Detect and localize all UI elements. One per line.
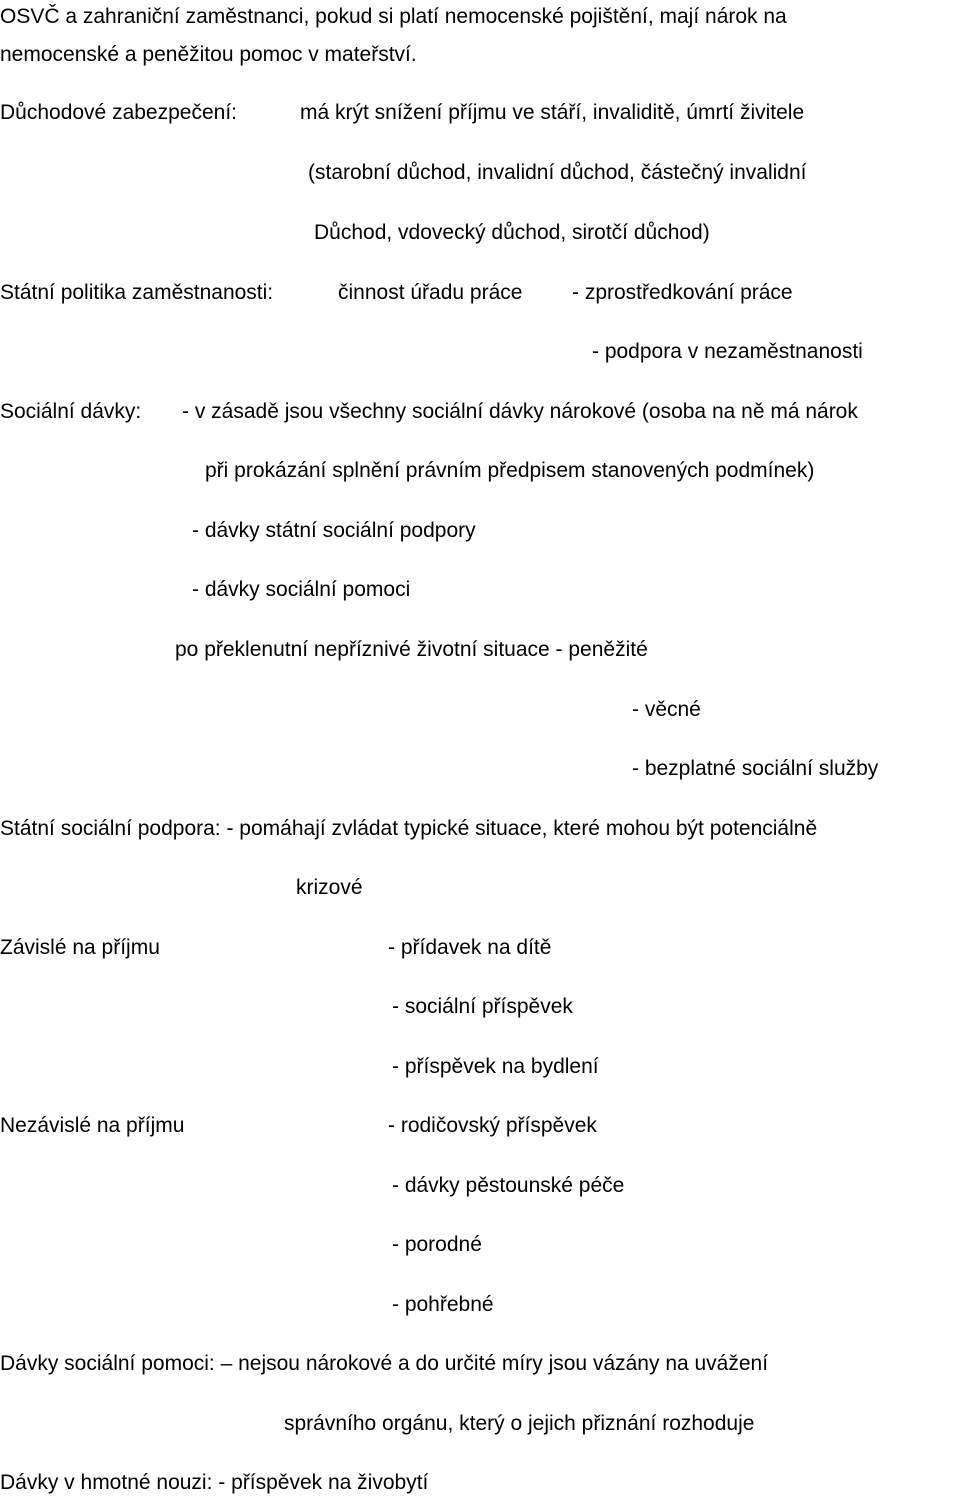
nezavisle-item-4: - pohřebné bbox=[392, 1293, 494, 1316]
politika-zamestnanosti-heading: Státní politika zaměstnanosti: bbox=[0, 281, 274, 304]
nezavisle-item-2: - dávky pěstounské péče bbox=[392, 1174, 625, 1197]
socialni-davky-text-line-1: - v zásadě jsou všechny sociální dávky nárokové (osoba na ně má nárok bbox=[182, 400, 858, 423]
duchodove-zabezpeceni-text: má krýt snížení příjmu ve stáří, invaliditě, úmrtí živitele bbox=[300, 101, 805, 124]
situace-item-vecne: - věcné bbox=[632, 698, 701, 721]
zavisle-na-prijmu-heading: Závislé na příjmu bbox=[0, 936, 160, 959]
politika-item-1: - zprostředkování práce bbox=[572, 281, 793, 304]
duchody-list-line-2: Důchod, vdovecký důchod, sirotčí důchod) bbox=[314, 221, 710, 244]
situace-item-sluzby: - bezplatné sociální služby bbox=[632, 757, 879, 780]
zavisle-item-1: - přídavek na dítě bbox=[388, 936, 552, 959]
socialni-davky-heading: Sociální dávky: bbox=[0, 400, 142, 423]
osvc-paragraph-line-2: nemocenské a peněžitou pomoc v mateřství. bbox=[0, 43, 417, 66]
statni-socialni-podpora-line-2: krizové bbox=[296, 876, 363, 899]
socialni-davky-item-2: - dávky sociální pomoci bbox=[192, 578, 411, 601]
osvc-paragraph-line-1: OSVČ a zahraniční zaměstnanci, pokud si platí nemocenské pojištění, mají nárok na bbox=[0, 5, 787, 28]
politika-zamestnanosti-text: činnost úřadu práce bbox=[338, 281, 523, 304]
davky-socialni-pomoci-line-2: správního orgánu, který o jejich přiznání rozhoduje bbox=[284, 1412, 755, 1435]
davky-socialni-pomoci-line-1: Dávky sociální pomoci: – nejsou nárokové a do určité míry jsou vázány na uvážení bbox=[0, 1352, 769, 1375]
socialni-davky-text-line-2: při prokázání splnění právním předpisem stanovených podmínek) bbox=[205, 459, 815, 482]
davky-hmotna-nouze-line: Dávky v hmotné nouzi: - příspěvek na živobytí bbox=[0, 1471, 429, 1494]
zavisle-item-3: - příspěvek na bydlení bbox=[392, 1055, 599, 1078]
nezavisle-item-1: - rodičovský příspěvek bbox=[388, 1114, 597, 1137]
socialni-davky-item-1: - dávky státní sociální podpory bbox=[192, 519, 476, 542]
nezavisle-na-prijmu-heading: Nezávislé na příjmu bbox=[0, 1114, 185, 1137]
situace-text: po překlenutní nepříznivé životní situace - peněžité bbox=[175, 638, 648, 661]
zavisle-item-2: - sociální příspěvek bbox=[392, 995, 573, 1018]
duchodove-zabezpeceni-heading: Důchodové zabezpečení: bbox=[0, 101, 237, 124]
duchody-list-line-1: (starobní důchod, invalidní důchod, částečný invalidní bbox=[308, 161, 807, 184]
nezavisle-item-3: - porodné bbox=[392, 1233, 482, 1256]
statni-socialni-podpora-line-1: Státní sociální podpora: - pomáhají zvládat typické situace, které mohou být potenciálně bbox=[0, 817, 818, 840]
politika-item-2: - podpora v nezaměstnanosti bbox=[592, 340, 863, 363]
